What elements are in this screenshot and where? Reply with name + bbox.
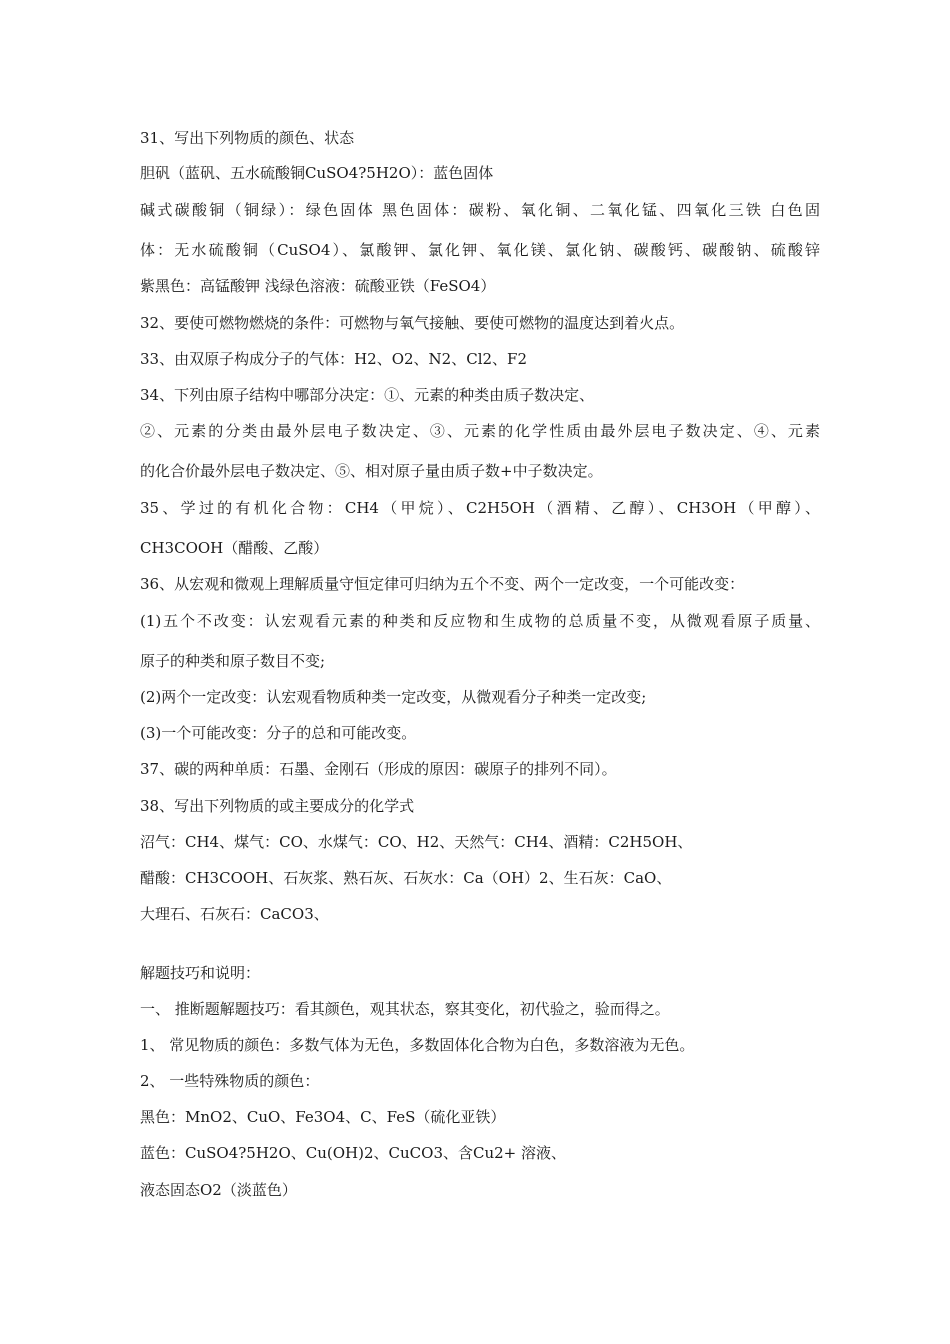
item-36-point-1-line-2: 原子的种类和原子数目不变; xyxy=(140,652,326,670)
item-31-colors-line-2: 体：无水硫酸铜（CuSO4）、氯酸钾、氯化钾、氧化镁、氯化钠、碳酸钙、碳酸钠、硫酸锌 xyxy=(140,241,820,259)
item-34-line-3: 的化合价最外层电子数决定、⑤、相对原子量由质子数+中子数决定。 xyxy=(140,462,603,480)
tips-point-2: 2、 一些特殊物质的颜色： xyxy=(140,1072,320,1090)
tips-light-blue: 液态固态O2（淡蓝色） xyxy=(140,1181,297,1199)
item-35-line-1: 35、学过的有机化合物：CH4（甲烷）、C2H5OH（酒精、乙醇）、CH3OH（甲醇）、 xyxy=(140,499,820,517)
item-36-title: 36、从宏观和微观上理解质量守恒定律可归纳为五个不变、两个一定改变，一个可能改变： xyxy=(140,575,745,593)
item-36-point-3: (3)一个可能改变：分子的总和可能改变。 xyxy=(140,724,417,742)
item-34-line-2: ②、元素的分类由最外层电子数决定、③、元素的化学性质由最外层电子数决定、④、元素 xyxy=(140,422,820,440)
tips-heading: 解题技巧和说明： xyxy=(140,964,261,982)
item-37: 37、碳的两种单质：石墨、金刚石（形成的原因：碳原子的排列不同）。 xyxy=(140,760,617,778)
item-38-line-2: 醋酸：CH3COOH、石灰浆、熟石灰、石灰水：Ca（OH）2、生石灰：CaO、 xyxy=(140,869,672,887)
tips-blue-colors: 蓝色：CuSO4?5H2O、Cu(OH)2、CuCO3、含Cu2+ 溶液、 xyxy=(140,1144,566,1162)
item-33: 33、由双原子构成分子的气体：H2、O2、N2、Cl2、F2 xyxy=(140,350,527,368)
tips-section-1: 一、 推断题解题技巧：看其颜色，观其状态，察其变化，初代验之，验而得之。 xyxy=(140,1000,670,1018)
item-35-line-2: CH3COOH（醋酸、乙酸） xyxy=(140,539,329,557)
tips-point-1: 1、 常见物质的颜色：多数气体为无色，多数固体化合物为白色，多数溶液为无色。 xyxy=(140,1036,695,1054)
item-31-blue-vitriol: 胆矾（蓝矾、五水硫酸铜CuSO4?5H2O）：蓝色固体 xyxy=(140,164,494,182)
item-31-colors-line-3: 紫黑色：高锰酸钾 浅绿色溶液：硫酸亚铁（FeSO4） xyxy=(140,277,496,295)
item-34-line-1: 34、下列由原子结构中哪部分决定：①、元素的种类由质子数决定、 xyxy=(140,386,595,404)
item-31-title: 31、写出下列物质的颜色、状态 xyxy=(140,129,355,147)
item-38-line-3: 大理石、石灰石：CaCO3、 xyxy=(140,905,329,923)
item-36-point-1-line-1: (1)五个不改变：认宏观看元素的种类和反应物和生成物的总质量不变，从微观看原子质量、 xyxy=(140,612,820,630)
item-32: 32、要使可燃物燃烧的条件：可燃物与氧气接触、要使可燃物的温度达到着火点。 xyxy=(140,314,685,332)
item-38-line-1: 沼气：CH4、煤气：CO、水煤气：CO、H2、天然气：CH4、酒精：C2H5OH、 xyxy=(140,833,693,851)
item-31-colors-line-1: 碱式碳酸铜（铜绿）：绿色固体 黑色固体：碳粉、氧化铜、二氧化锰、四氧化三铁 白色固 xyxy=(140,201,820,219)
item-36-point-2: (2)两个一定改变：认宏观看物质种类一定改变，从微观看分子种类一定改变; xyxy=(140,688,647,706)
item-38-title: 38、写出下列物质的或主要成分的化学式 xyxy=(140,797,415,815)
tips-black-colors: 黑色：MnO2、CuO、Fe3O4、C、FeS（硫化亚铁） xyxy=(140,1108,506,1126)
